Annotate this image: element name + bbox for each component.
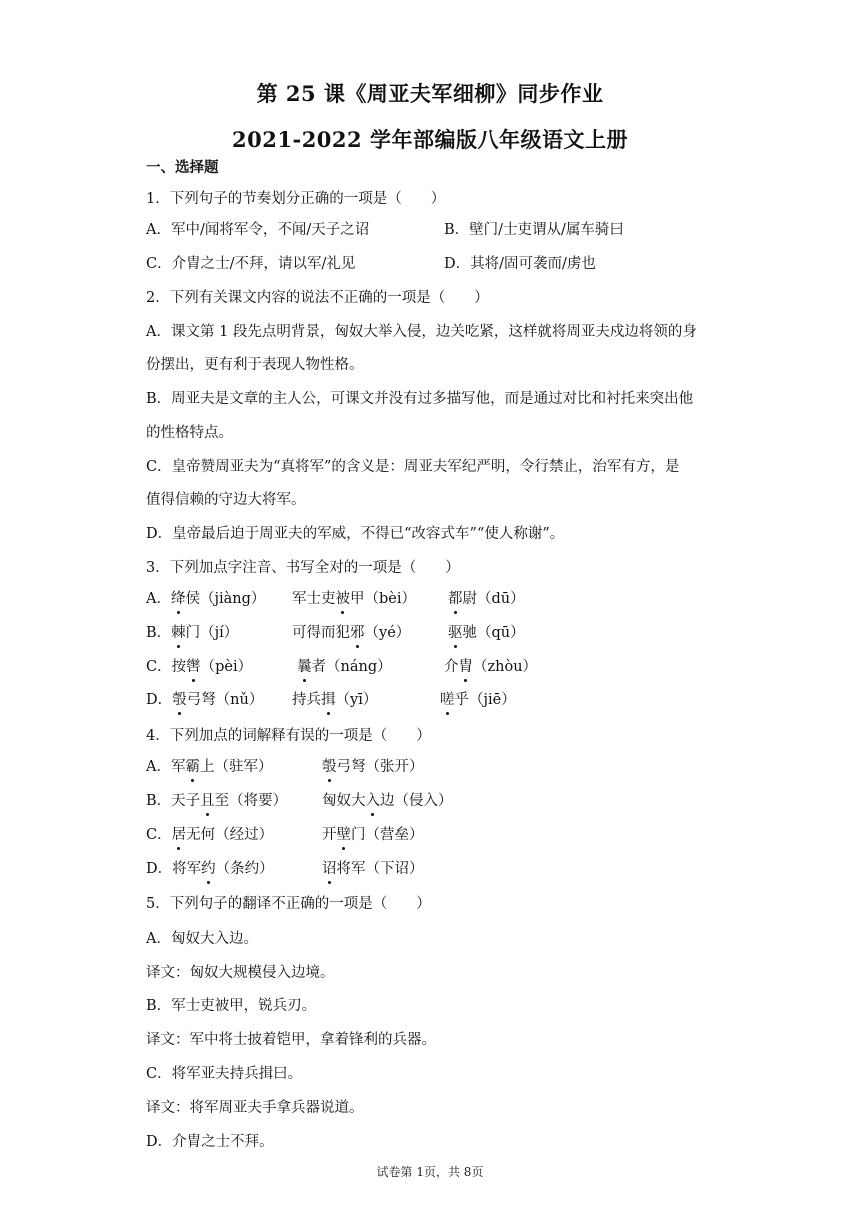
emphasis-dot-char: 辔 — [186, 659, 201, 675]
question-3-option-b-part1: B．棘门（jí） — [146, 625, 239, 641]
question-2-option-c-cont: 值得信赖的守边大将军。 — [146, 492, 306, 508]
question-3-option-d-part3: 嗟乎（jiē） — [440, 692, 516, 708]
emphasis-dot-char: 邪 — [350, 625, 365, 641]
emphasis-dot-char: 诏 — [322, 861, 337, 877]
question-2-option-b-cont: 的性格特点。 — [146, 425, 233, 441]
page-subtitle: 2021-2022 学年部编版八年级语文上册 — [232, 127, 628, 152]
question-4-option-d-part2: 诏将军（下诏） — [322, 861, 424, 877]
question-5-option-b-translation: 译文：军中将士披着铠甲，拿着锋利的兵器。 — [146, 1032, 436, 1048]
question-4-stem: 4．下列加点的词解释有误的一项是（ ） — [146, 728, 431, 744]
question-3-option-c-part3: 介胄（zhòu） — [444, 659, 538, 675]
question-2-option-a: A．课文第 1 段先点明背景，匈奴大举入侵，边关吃紧，这样就将周亚夫戍边将领的身 — [146, 324, 697, 340]
question-3-option-a-part1: A．绛侯（jiàng） — [146, 591, 266, 607]
emphasis-dot-char: 都 — [448, 591, 463, 607]
emphasis-dot-char: 棘 — [171, 625, 186, 641]
question-3-option-b-part2: 可得而犯邪（yé） — [292, 625, 411, 641]
question-5-option-c-translation: 译文：将军周亚夫手拿兵器说道。 — [146, 1100, 364, 1116]
question-1-stem: 1．下列句子的节奏划分正确的一项是（ ） — [146, 191, 446, 207]
question-2-option-c: C．皇帝赞周亚夫为“真将军”的含义是：周亚夫军纪严明，令行禁止，治军有方，是 — [146, 459, 680, 475]
emphasis-dot-char: 入 — [365, 793, 380, 809]
page-footer: 试卷第 1页，共 8页 — [376, 1165, 484, 1179]
question-5-stem: 5．下列句子的翻译不正确的一项是（ ） — [146, 896, 431, 912]
emphasis-dot-char: 约 — [201, 861, 216, 877]
emphasis-dot-char: 驱 — [448, 625, 463, 641]
question-4-option-d-part1: D．将军约（条约） — [146, 861, 274, 877]
emphasis-dot-char: 被 — [335, 591, 350, 607]
emphasis-dot-char: 居 — [171, 827, 187, 843]
question-2-option-a-cont: 份摆出，更有利于表现人物性格。 — [146, 357, 364, 373]
question-3-option-d-part2: 持兵揖（yī） — [292, 692, 378, 708]
question-2-option-b: B．周亚夫是文章的主人公，可课文并没有过多描写他，而是通过对比和衬托来突出他 — [146, 391, 694, 407]
question-5-option-d: D．介胄之士不拜。 — [146, 1134, 274, 1150]
question-3-stem: 3．下列加点字注音、书写全对的一项是（ ） — [146, 560, 460, 576]
question-4-option-b-part2: 匈奴大入边（侵入） — [322, 793, 453, 809]
question-4-option-a-part2: 彀弓弩（张开） — [322, 759, 424, 775]
emphasis-dot-char: 绛 — [170, 591, 186, 607]
emphasis-dot-char: 且 — [200, 793, 215, 809]
question-3-option-c-part1: C．按辔（pèi） — [146, 659, 253, 675]
question-5-option-b: B．军士吏被甲，锐兵刃。 — [146, 998, 317, 1014]
question-5-option-a: A．匈奴大入边。 — [146, 931, 258, 947]
emphasis-dot-char: 揖 — [321, 692, 336, 708]
question-4-option-b-part1: B．天子且至（将要） — [146, 793, 288, 809]
question-3-option-a-part2: 军士吏被甲（bèi） — [292, 591, 417, 607]
question-4-option-c-part2: 开壁门（营垒） — [322, 827, 424, 843]
question-3-option-a-part3: 都尉（dū） — [448, 591, 525, 607]
question-1-option-c: C．介胄之士/不拜，请以军/礼见 — [146, 256, 356, 272]
question-5-option-a-translation: 译文：匈奴大规模侵入边境。 — [146, 965, 335, 981]
question-2-stem: 2．下列有关课文内容的说法不正确的一项是（ ） — [146, 290, 489, 306]
emphasis-dot-char: 胄 — [458, 659, 473, 675]
emphasis-dot-char: 霸 — [185, 759, 200, 775]
question-1-option-d: D．其将/固可袭而/虏也 — [444, 256, 596, 272]
section-heading: 一、选择题 — [146, 159, 219, 176]
question-5-option-c: C．将军亚夫持兵揖曰。 — [146, 1066, 303, 1082]
emphasis-dot-char: 彀 — [172, 692, 187, 708]
question-1-option-a: A．军中/闻将军令，不闻/天子之诏 — [146, 222, 370, 238]
question-2-option-d: D．皇帝最后迫于周亚夫的军威，不得已“改容式车”“使人称谢”。 — [146, 526, 565, 542]
question-3-option-b-part3: 驱驰（qū） — [448, 625, 525, 641]
emphasis-dot-char: 彀 — [322, 759, 337, 775]
question-3-option-d-part1: D．彀弓弩（nǔ） — [146, 692, 264, 708]
question-4-option-a-part1: A．军霸上（驻军） — [146, 759, 273, 775]
page-title: 第 25 课《周亚夫军细柳》同步作业 — [256, 81, 604, 106]
emphasis-dot-char: 嗟 — [440, 692, 455, 708]
question-1-option-b: B．壁门/士吏谓从/属车骑曰 — [444, 222, 624, 238]
question-4-option-c-part1: C．居无何（经过） — [146, 827, 274, 843]
emphasis-dot-char: 壁 — [336, 827, 351, 843]
question-3-option-c-part2: 曩者（náng） — [297, 659, 392, 675]
emphasis-dot-char: 曩 — [297, 659, 312, 675]
